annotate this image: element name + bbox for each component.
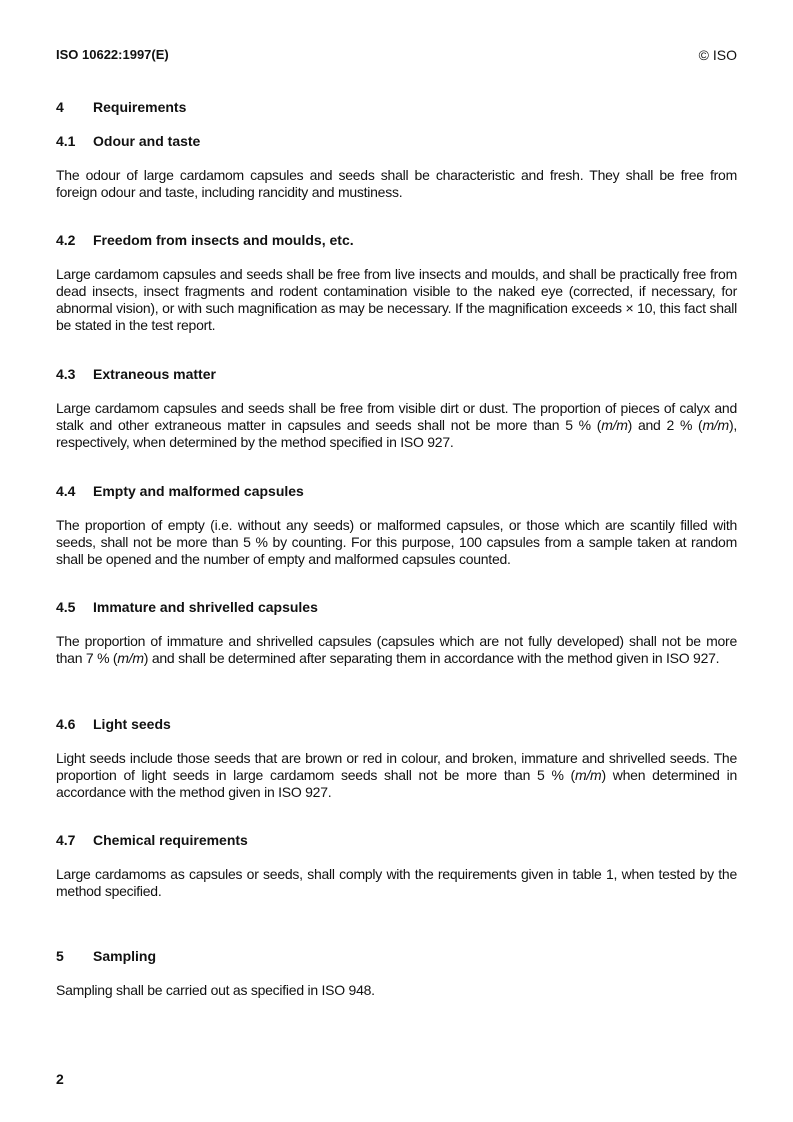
section-heading	[56, 483, 737, 501]
section-heading	[56, 716, 737, 734]
document-id: ISO 10622:1997(E)	[56, 47, 169, 62]
section-paragraph	[56, 266, 737, 334]
section-number: 4.7	[56, 832, 76, 848]
section-title: Sampling	[93, 948, 157, 964]
paragraph-text: Light seeds include those seeds that are brown or red in colour, and broken, immature and shrivelled seeds. The proportion of light seeds in large cardamom seeds shall not be more than 5 % (	[56, 750, 737, 783]
section-4-2	[56, 232, 737, 334]
paragraph-text: The proportion of empty (i.e. without any seeds) or malformed capsules, or those which are scantily filled with seeds, shall not be more than 5 % by counting. For this purpose, 100 capsules from a sample taken at random shall be opened and the number of empty and malformed capsules counted.	[56, 517, 737, 567]
section-title: Light seeds	[93, 716, 171, 732]
section-4-4	[56, 483, 737, 568]
section-number: 5	[56, 948, 64, 964]
section-number: 4.3	[56, 366, 76, 382]
section-heading	[56, 133, 737, 151]
paragraph-text: Large cardamom capsules and seeds shall be free from visible dirt or dust. The proportion of pieces of calyx and stalk and other extraneous matter in capsules and seeds shall not be more than 5 % (	[56, 400, 737, 433]
paragraph-text: The odour of large cardamom capsules and seeds shall be characteristic and fresh. They shall be free from foreign odour and taste, including rancidity and mustiness.	[56, 167, 737, 200]
section-4-5	[56, 599, 737, 667]
italic-unit: m/m	[574, 767, 602, 783]
section-title: Odour and taste	[93, 133, 201, 149]
section-4-6	[56, 716, 737, 801]
paragraph-text: ) and 2 % (	[627, 417, 703, 433]
section-number: 4	[56, 99, 64, 115]
section-heading	[56, 366, 737, 384]
section-paragraph	[56, 750, 737, 801]
italic-unit: m/m	[601, 417, 628, 433]
section-heading	[56, 99, 737, 117]
section-title: Empty and malformed capsules	[93, 483, 304, 499]
italic-unit: m/m	[702, 417, 729, 433]
section-heading	[56, 832, 737, 850]
section-number: 4.2	[56, 232, 76, 248]
paragraph-text: Large cardamom capsules and seeds shall be free from live insects and moulds, and shall be practically free from dead insects, insect fragments and rodent contamination visible to the naked eye (corrected, if necessary, for abnormal vision), or with such magnification as may be necessary. If the magnification exceeds × 10, this fact shall be stated in the test report.	[56, 266, 737, 333]
paragraph-text: ) and shall be determined after separating them in accordance with the method given in ISO 927.	[143, 650, 720, 666]
section-4-1	[56, 133, 737, 201]
section-5	[56, 948, 737, 999]
section-4-7	[56, 832, 737, 900]
page-number: 2	[56, 1071, 64, 1087]
section-paragraph	[56, 167, 737, 201]
section-paragraph	[56, 517, 737, 568]
paragraph-text: The proportion of immature and shrivelled capsules (capsules which are not fully developed) shall not be more than 7 % (	[56, 633, 737, 666]
paragraph-text: Sampling shall be carried out as specified in ISO 948.	[56, 982, 375, 998]
section-paragraph	[56, 400, 737, 451]
section-heading	[56, 948, 737, 966]
section-number: 4.1	[56, 133, 76, 149]
section-paragraph	[56, 633, 737, 667]
section-number: 4.4	[56, 483, 76, 499]
paragraph-text: Large cardamoms as capsules or seeds, shall comply with the requirements given in table 1, when tested by the method specified.	[56, 866, 737, 899]
section-title: Requirements	[93, 99, 187, 115]
paragraph-text: ), respectively, when determined by the method specified in ISO 927.	[56, 417, 737, 450]
section-4-3	[56, 366, 737, 451]
italic-unit: m/m	[117, 650, 144, 666]
section-title: Chemical requirements	[93, 832, 248, 848]
section-number: 4.5	[56, 599, 76, 615]
section-title: Immature and shrivelled capsules	[93, 599, 318, 615]
section-title: Extraneous matter	[93, 366, 216, 382]
section-heading	[56, 232, 737, 250]
section-number: 4.6	[56, 716, 76, 732]
section-4	[56, 99, 737, 117]
section-paragraph	[56, 982, 737, 999]
paragraph-text: ) when determined in accordance with the method given in ISO 927.	[56, 767, 737, 800]
copyright-notice: © ISO	[698, 47, 737, 63]
section-title: Freedom from insects and moulds, etc.	[93, 232, 354, 248]
section-paragraph	[56, 866, 737, 900]
section-heading	[56, 599, 737, 617]
